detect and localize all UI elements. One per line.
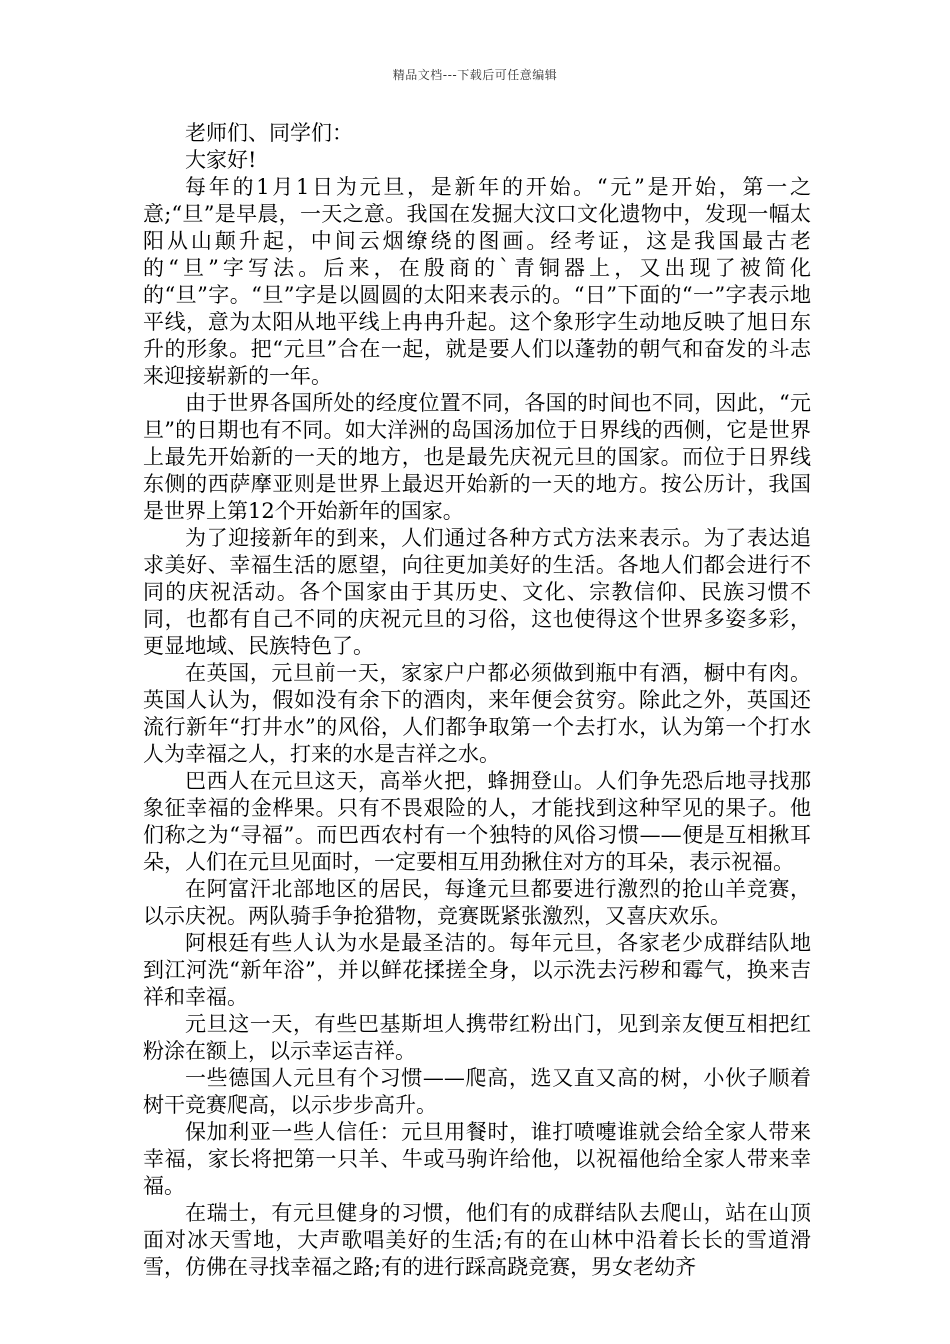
paragraph: 在瑞士，有元旦健身的习惯，他们有的成群结队去爬山，站在山顶面对冰天雪地，大声歌唱美好的生活;有的在山林中沿着长长的雪道滑雪，仿佛在寻找幸福之路;有的进行踩高跷竞赛，男女老幼齐 bbox=[143, 1201, 811, 1279]
paragraph: 保加利亚一些人信任：元旦用餐时，谁打喷嚏谁就会给全家人带来幸福，家长将把第一只羊、牛或马驹许给他，以祝福他给全家人带来幸福。 bbox=[143, 1120, 811, 1198]
paragraph: 巴西人在元旦这天，高举火把，蜂拥登山。人们争先恐后地寻找那象征幸福的金桦果。只有不畏艰险的人，才能找到这种罕见的果子。他们称之为“寻福”。而巴西农村有一个独特的风俗习惯——便是互相揪耳朵，人们在元旦见面时，一定要相互用劲揪住对方的耳朵，表示祝福。 bbox=[143, 769, 811, 874]
paragraph: 为了迎接新年的到来，人们通过各种方式方法来表示。为了表达追求美好、幸福生活的愿望，向往更加美好的生活。各地人们都会进行不同的庆祝活动。各个国家由于其历史、文化、宗教信仰、民族习惯不同，也都有自己不同的庆祝元旦的习俗，这也使得这个世界多姿多彩，更显地域、民族特色了。 bbox=[143, 526, 811, 658]
page-header: 精品文档---下载后可任意编辑 bbox=[392, 68, 558, 82]
paragraph: 每年的1月1日为元旦，是新年的开始。“元”是开始，第一之意;“旦”是早晨，一天之意。我国在发掘大汶口文化遗物中，发现一幅太阳从山颠升起，中间云烟缭绕的图画。经考证，这是我国最古老的“旦”字写法。后来，在殷商的`青铜器上，又出现了被简化的“旦”字。“旦”字是以圆圆的太阳来表示的。“日”下面的“一”字表示地平线，意为太阳从地平线上冉冉升起。这个象形字生动地反映了旭日东升的形象。把“元旦”合在一起，就是要人们以蓬勃的朝气和奋发的斗志来迎接崭新的一年。 bbox=[143, 175, 811, 388]
paragraph: 元旦这一天，有些巴基斯坦人携带红粉出门，见到亲友便互相把红粉涂在额上，以示幸运吉祥。 bbox=[143, 1012, 811, 1063]
paragraph: 在阿富汗北部地区的居民，每逢元旦都要进行激烈的抢山羊竞赛，以示庆祝。两队骑手争抢猎物，竞赛既紧张激烈，又喜庆欢乐。 bbox=[143, 877, 811, 928]
document-body bbox=[143, 120, 811, 1281]
greeting: 老师们、同学们： bbox=[185, 121, 353, 145]
salutation: 大家好! bbox=[185, 148, 257, 172]
paragraph: 阿根廷有些人认为水是最圣洁的。每年元旦，各家老少成群结队地到江河洗“新年浴”，并以鲜花揉搓全身，以示洗去污秽和霉气，换来吉祥和幸福。 bbox=[143, 931, 811, 1009]
paragraph: 一些德国人元旦有个习惯——爬高，选又直又高的树，小伙子顺着树干竞赛爬高，以示步步高升。 bbox=[143, 1066, 811, 1117]
paragraph: 在英国，元旦前一天，家家户户都必须做到瓶中有酒，橱中有肉。英国人认为，假如没有余下的酒肉，来年便会贫穷。除此之外，英国还流行新年“打井水”的风俗，人们都争取第一个去打水，认为第一个打水人为幸福之人，打来的水是吉祥之水。 bbox=[143, 661, 811, 766]
paragraph: 由于世界各国所处的经度位置不同，各国的时间也不同，因此，“元旦”的日期也有不同。如大洋洲的岛国汤加位于日界线的西侧，它是世界上最先开始新的一天的地方，也是最先庆祝元旦的国家。而位于日界线东侧的西萨摩亚则是世界上最迟开始新的一天的地方。按公历计，我国是世界上第12个开始新年的国家。 bbox=[143, 391, 811, 523]
